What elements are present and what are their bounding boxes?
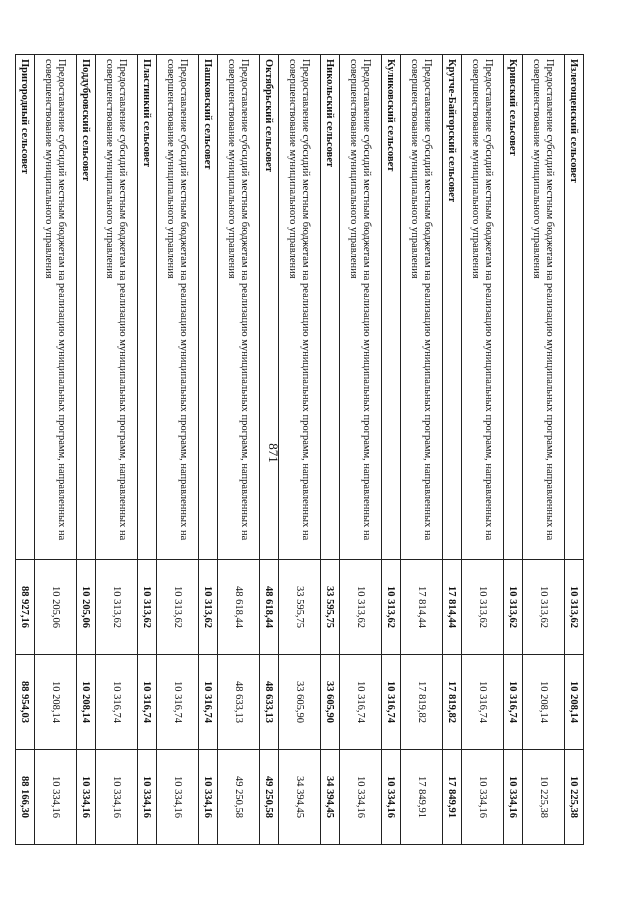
rotated-table (19, 54, 584, 844)
value-cell-3: 10 334,16 (340, 750, 382, 845)
name-cell: Предоставление субсидий местным бюджетам на реализацию муниципальных программ, направленных на совершенствование муниципального управления (157, 55, 199, 560)
name-cell: Пластинкий сельсовет (138, 55, 157, 560)
value-cell-1: 10 313,62 (523, 560, 565, 655)
value-cell-1: 10 313,62 (138, 560, 157, 655)
value-cell-2: 33 605,90 (279, 655, 321, 750)
value-cell-3: 10 334,16 (462, 750, 504, 845)
table-row-section (138, 55, 157, 845)
budget-table-container (19, 54, 584, 844)
name-cell: Пашковский сельсовет (199, 55, 218, 560)
value-cell-2: 48 633,13 (218, 655, 260, 750)
value-cell-3: 10 225,38 (565, 750, 584, 845)
name-cell: Предоставление субсидий местным бюджетам на реализацию муниципальных программ, направленных на совершенствование муниципального управления (279, 55, 321, 560)
table-row-detail (401, 55, 443, 845)
value-cell-1: 10 205,06 (35, 560, 77, 655)
value-cell-2: 10 316,74 (199, 655, 218, 750)
table-row-section (565, 55, 584, 845)
value-cell-3: 34 394,45 (321, 750, 340, 845)
name-cell: Предоставление субсидий местным бюджетам на реализацию муниципальных программ, направленных на совершенствование муниципального управления (96, 55, 138, 560)
value-cell-2: 10 208,14 (523, 655, 565, 750)
name-cell: Предоставление субсидий местным бюджетам на реализацию муниципальных программ, направленных на совершенствование муниципального управления (401, 55, 443, 560)
value-cell-3: 10 334,16 (504, 750, 523, 845)
value-cell-3: 10 334,16 (199, 750, 218, 845)
value-cell-3: 49 250,58 (218, 750, 260, 845)
table-row-section (199, 55, 218, 845)
value-cell-3: 17 849,91 (401, 750, 443, 845)
value-cell-2: 10 316,74 (157, 655, 199, 750)
value-cell-2: 17 819,82 (443, 655, 462, 750)
value-cell-3: 49 250,58 (260, 750, 279, 845)
name-cell: Предоставление субсидий местным бюджетам на реализацию муниципальных программ, направленных на совершенствование муниципального управления (218, 55, 260, 560)
name-cell: Куликовский сельсовет (382, 55, 401, 560)
value-cell-1: 10 205,06 (77, 560, 96, 655)
value-cell-1: 10 313,62 (504, 560, 523, 655)
value-cell-2: 10 316,74 (138, 655, 157, 750)
value-cell-3: 34 394,45 (279, 750, 321, 845)
table-row-detail (523, 55, 565, 845)
value-cell-3: 10 334,16 (157, 750, 199, 845)
value-cell-3: 10 334,16 (138, 750, 157, 845)
value-cell-2: 48 633,13 (260, 655, 279, 750)
value-cell-2: 10 316,74 (340, 655, 382, 750)
name-cell: Предоставление субсидий местным бюджетам на реализацию муниципальных программ, направленных на совершенствование муниципального управления (340, 55, 382, 560)
value-cell-3: 10 334,16 (77, 750, 96, 845)
table-row-section (382, 55, 401, 845)
name-cell: Предоставление субсидий местным бюджетам на реализацию муниципальных программ, направленных на совершенствование муниципального управления (35, 55, 77, 560)
value-cell-1: 10 313,62 (462, 560, 504, 655)
value-cell-3: 10 225,38 (523, 750, 565, 845)
table-row-section (77, 55, 96, 845)
name-cell: Излегощенский сельсовет (565, 55, 584, 560)
value-cell-2: 10 316,74 (96, 655, 138, 750)
value-cell-1: 10 313,62 (565, 560, 584, 655)
page-number: 871 (266, 443, 281, 463)
value-cell-1: 17 814,44 (443, 560, 462, 655)
name-cell: Поддубровский сельсовет (77, 55, 96, 560)
name-cell: Пригородный сельсовет (16, 55, 35, 560)
value-cell-2: 88 954,03 (16, 655, 35, 750)
value-cell-2: 10 208,14 (35, 655, 77, 750)
table-row-detail (96, 55, 138, 845)
table-row-detail (35, 55, 77, 845)
name-cell: Октябрьский сельсовет (260, 55, 279, 560)
value-cell-3: 10 334,16 (35, 750, 77, 845)
table-row-section (504, 55, 523, 845)
table-row-detail (218, 55, 260, 845)
value-cell-2: 17 819,82 (401, 655, 443, 750)
table-row-detail (462, 55, 504, 845)
value-cell-1: 10 313,62 (199, 560, 218, 655)
value-cell-1: 10 313,62 (96, 560, 138, 655)
value-cell-2: 10 316,74 (504, 655, 523, 750)
value-cell-3: 10 334,16 (382, 750, 401, 845)
value-cell-1: 10 313,62 (157, 560, 199, 655)
value-cell-2: 10 208,14 (77, 655, 96, 750)
value-cell-1: 17 814,44 (401, 560, 443, 655)
value-cell-1: 48 618,44 (260, 560, 279, 655)
table-row-section (321, 55, 340, 845)
value-cell-1: 10 313,62 (382, 560, 401, 655)
budget-table (15, 54, 584, 845)
value-cell-3: 10 334,16 (96, 750, 138, 845)
table-row-detail (340, 55, 382, 845)
name-cell: Никольский сельсовет (321, 55, 340, 560)
table-row-detail (157, 55, 199, 845)
value-cell-1: 33 595,75 (279, 560, 321, 655)
table-row-detail (279, 55, 321, 845)
value-cell-2: 33 605,90 (321, 655, 340, 750)
value-cell-2: 10 316,74 (462, 655, 504, 750)
value-cell-2: 10 316,74 (382, 655, 401, 750)
value-cell-1: 33 595,75 (321, 560, 340, 655)
value-cell-2: 10 208,14 (565, 655, 584, 750)
name-cell: Крутче-Байгорский сельсовет (443, 55, 462, 560)
name-cell: Кривский сельсовет (504, 55, 523, 560)
value-cell-1: 88 927,16 (16, 560, 35, 655)
table-row-section (443, 55, 462, 845)
value-cell-1: 10 313,62 (340, 560, 382, 655)
value-cell-3: 88 166,30 (16, 750, 35, 845)
table-row-section (260, 55, 279, 845)
table-row-section (16, 55, 35, 845)
value-cell-1: 48 618,44 (218, 560, 260, 655)
name-cell: Предоставление субсидий местным бюджетам на реализацию муниципальных программ, направленных на совершенствование муниципального управления (523, 55, 565, 560)
name-cell: Предоставление субсидий местным бюджетам на реализацию муниципальных программ, направленных на совершенствование муниципального управления (462, 55, 504, 560)
value-cell-3: 17 849,91 (443, 750, 462, 845)
table-body (16, 55, 584, 845)
